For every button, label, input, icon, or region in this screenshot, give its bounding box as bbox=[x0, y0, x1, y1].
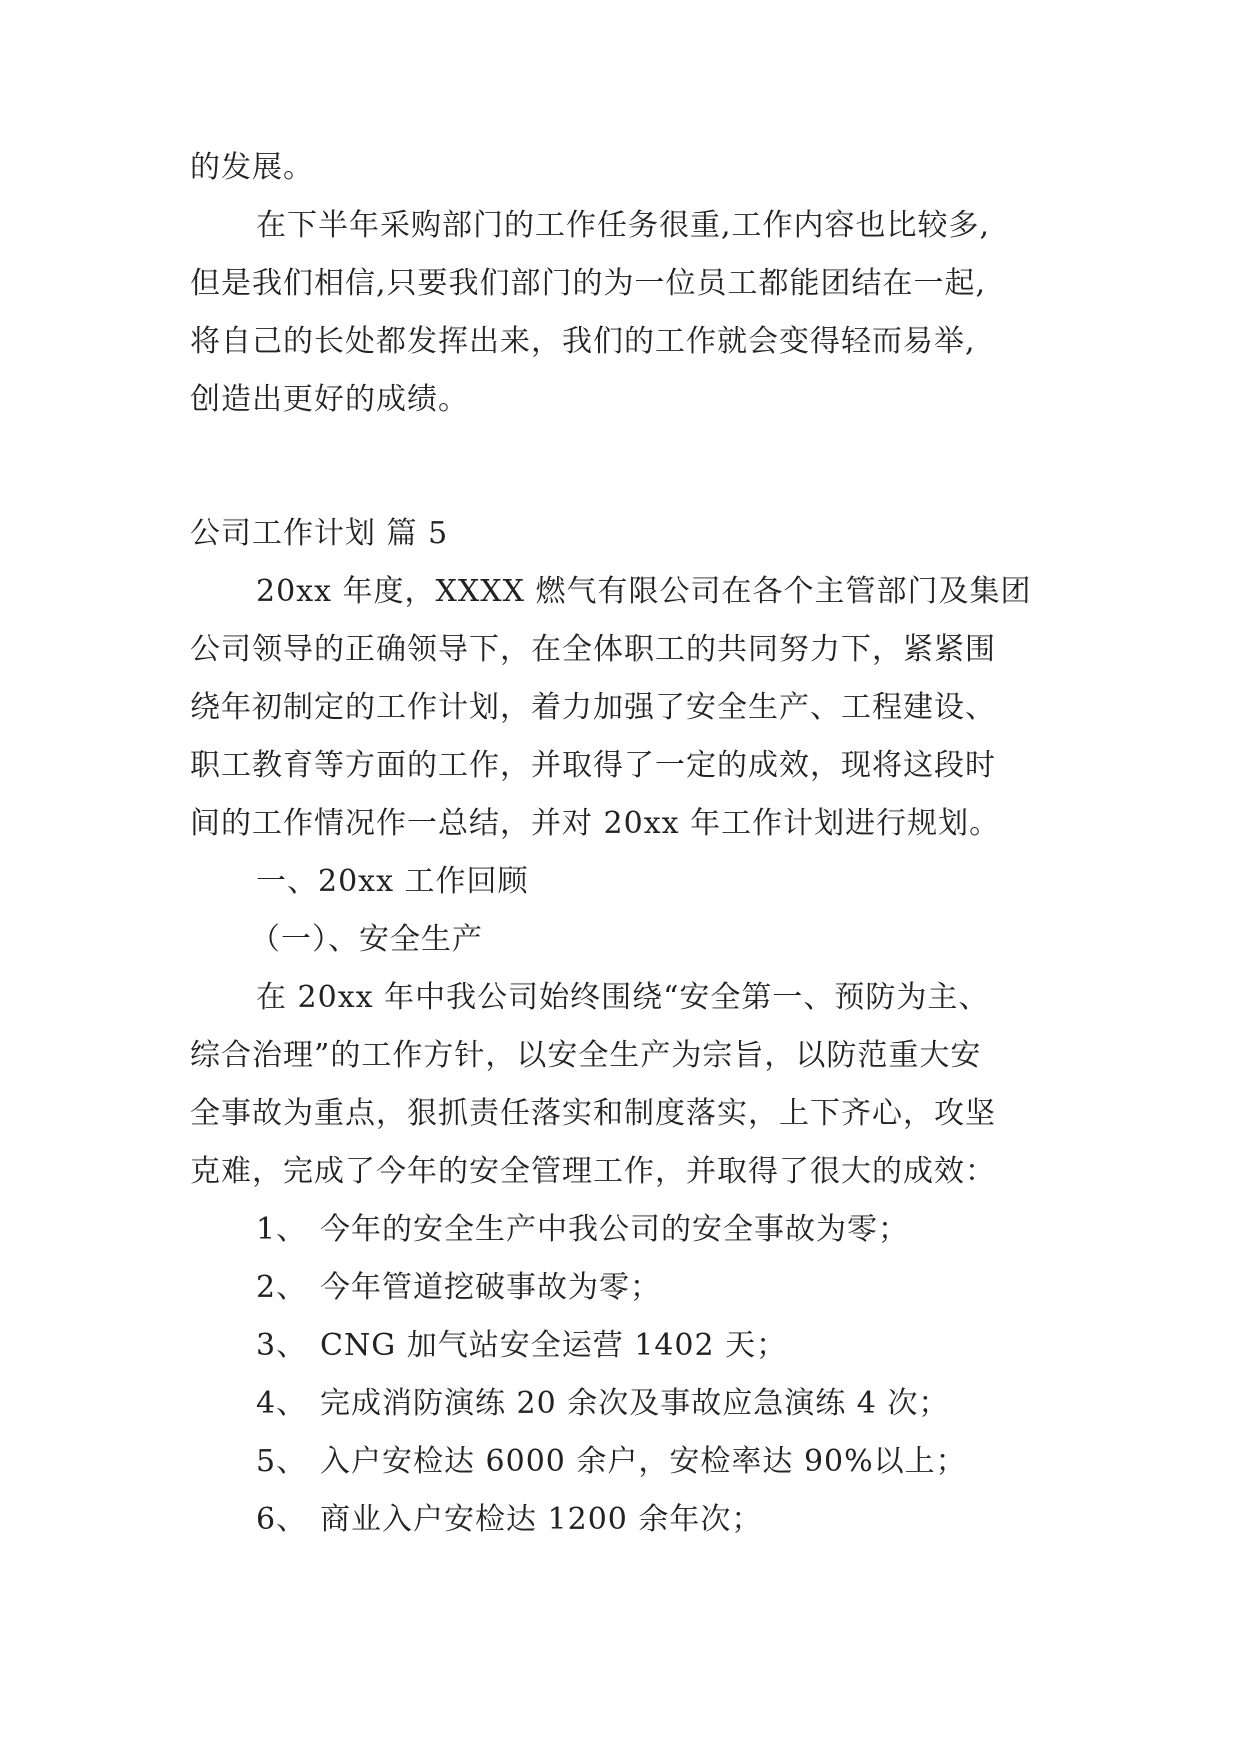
list-item-text: 今年管道挖破事故为零； bbox=[320, 1270, 661, 1305]
paragraph-line: 绕年初制定的工作计划，着力加强了安全生产、工程建设、 bbox=[190, 690, 996, 725]
paragraph-line: 将自己的长处都发挥出来，我们的工作就会变得轻而易举, bbox=[190, 324, 976, 359]
paragraph-line: 公司领导的正确领导下，在全体职工的共同努力下，紧紧围 bbox=[190, 632, 996, 667]
heading-level-2: （一）、安全生产 bbox=[250, 922, 483, 957]
list-item-number: 4、 bbox=[256, 1386, 308, 1421]
paragraph-line: 综合治理”的工作方针，以安全生产为宗旨，以防范重大安 bbox=[190, 1038, 982, 1073]
list-item-text: 完成消防演练 20 余次及事故应急演练 4 次； bbox=[320, 1386, 950, 1421]
paragraph-line: 在 20xx 年中我公司始终围绕“安全第一、预防为主、 bbox=[256, 980, 990, 1015]
list-item-number: 5、 bbox=[256, 1444, 308, 1479]
paragraph-line: 的发展。 bbox=[190, 150, 314, 185]
list-item-text: 入户安检达 6000 余户，安检率达 90%以上； bbox=[320, 1444, 967, 1479]
list-item-text: 今年的安全生产中我公司的安全事故为零； bbox=[320, 1212, 909, 1247]
list-item-number: 2、 bbox=[256, 1270, 308, 1305]
paragraph-line: 创造出更好的成绩。 bbox=[190, 382, 469, 417]
list-item-text: 商业入户安检达 1200 余年次； bbox=[320, 1502, 763, 1537]
paragraph-line: 但是我们相信,只要我们部门的为一位员工都能团结在一起, bbox=[190, 266, 987, 301]
paragraph-line: 全事故为重点，狠抓责任落实和制度落实，上下齐心，攻坚 bbox=[190, 1096, 996, 1131]
list-item-number: 3、 bbox=[256, 1328, 308, 1363]
section-title: 公司工作计划 篇 5 bbox=[190, 516, 449, 551]
paragraph-line: 间的工作情况作一总结，并对 20xx 年工作计划进行规划。 bbox=[190, 806, 1001, 841]
list-item-number: 6、 bbox=[256, 1502, 308, 1537]
paragraph-line: 职工教育等方面的工作，并取得了一定的成效，现将这段时 bbox=[190, 748, 996, 783]
paragraph-line: 克难，完成了今年的安全管理工作，并取得了很大的成效： bbox=[190, 1154, 996, 1189]
paragraph-line: 在下半年采购部门的工作任务很重,工作内容也比较多, bbox=[256, 208, 991, 243]
list-item-number: 1、 bbox=[256, 1212, 308, 1247]
list-item-text: CNG 加气站安全运营 1402 天； bbox=[320, 1328, 788, 1363]
paragraph-line: 20xx 年度，XXXX 燃气有限公司在各个主管部门及集团 bbox=[256, 574, 1032, 609]
heading-level-1: 一、20xx 工作回顾 bbox=[256, 864, 529, 899]
